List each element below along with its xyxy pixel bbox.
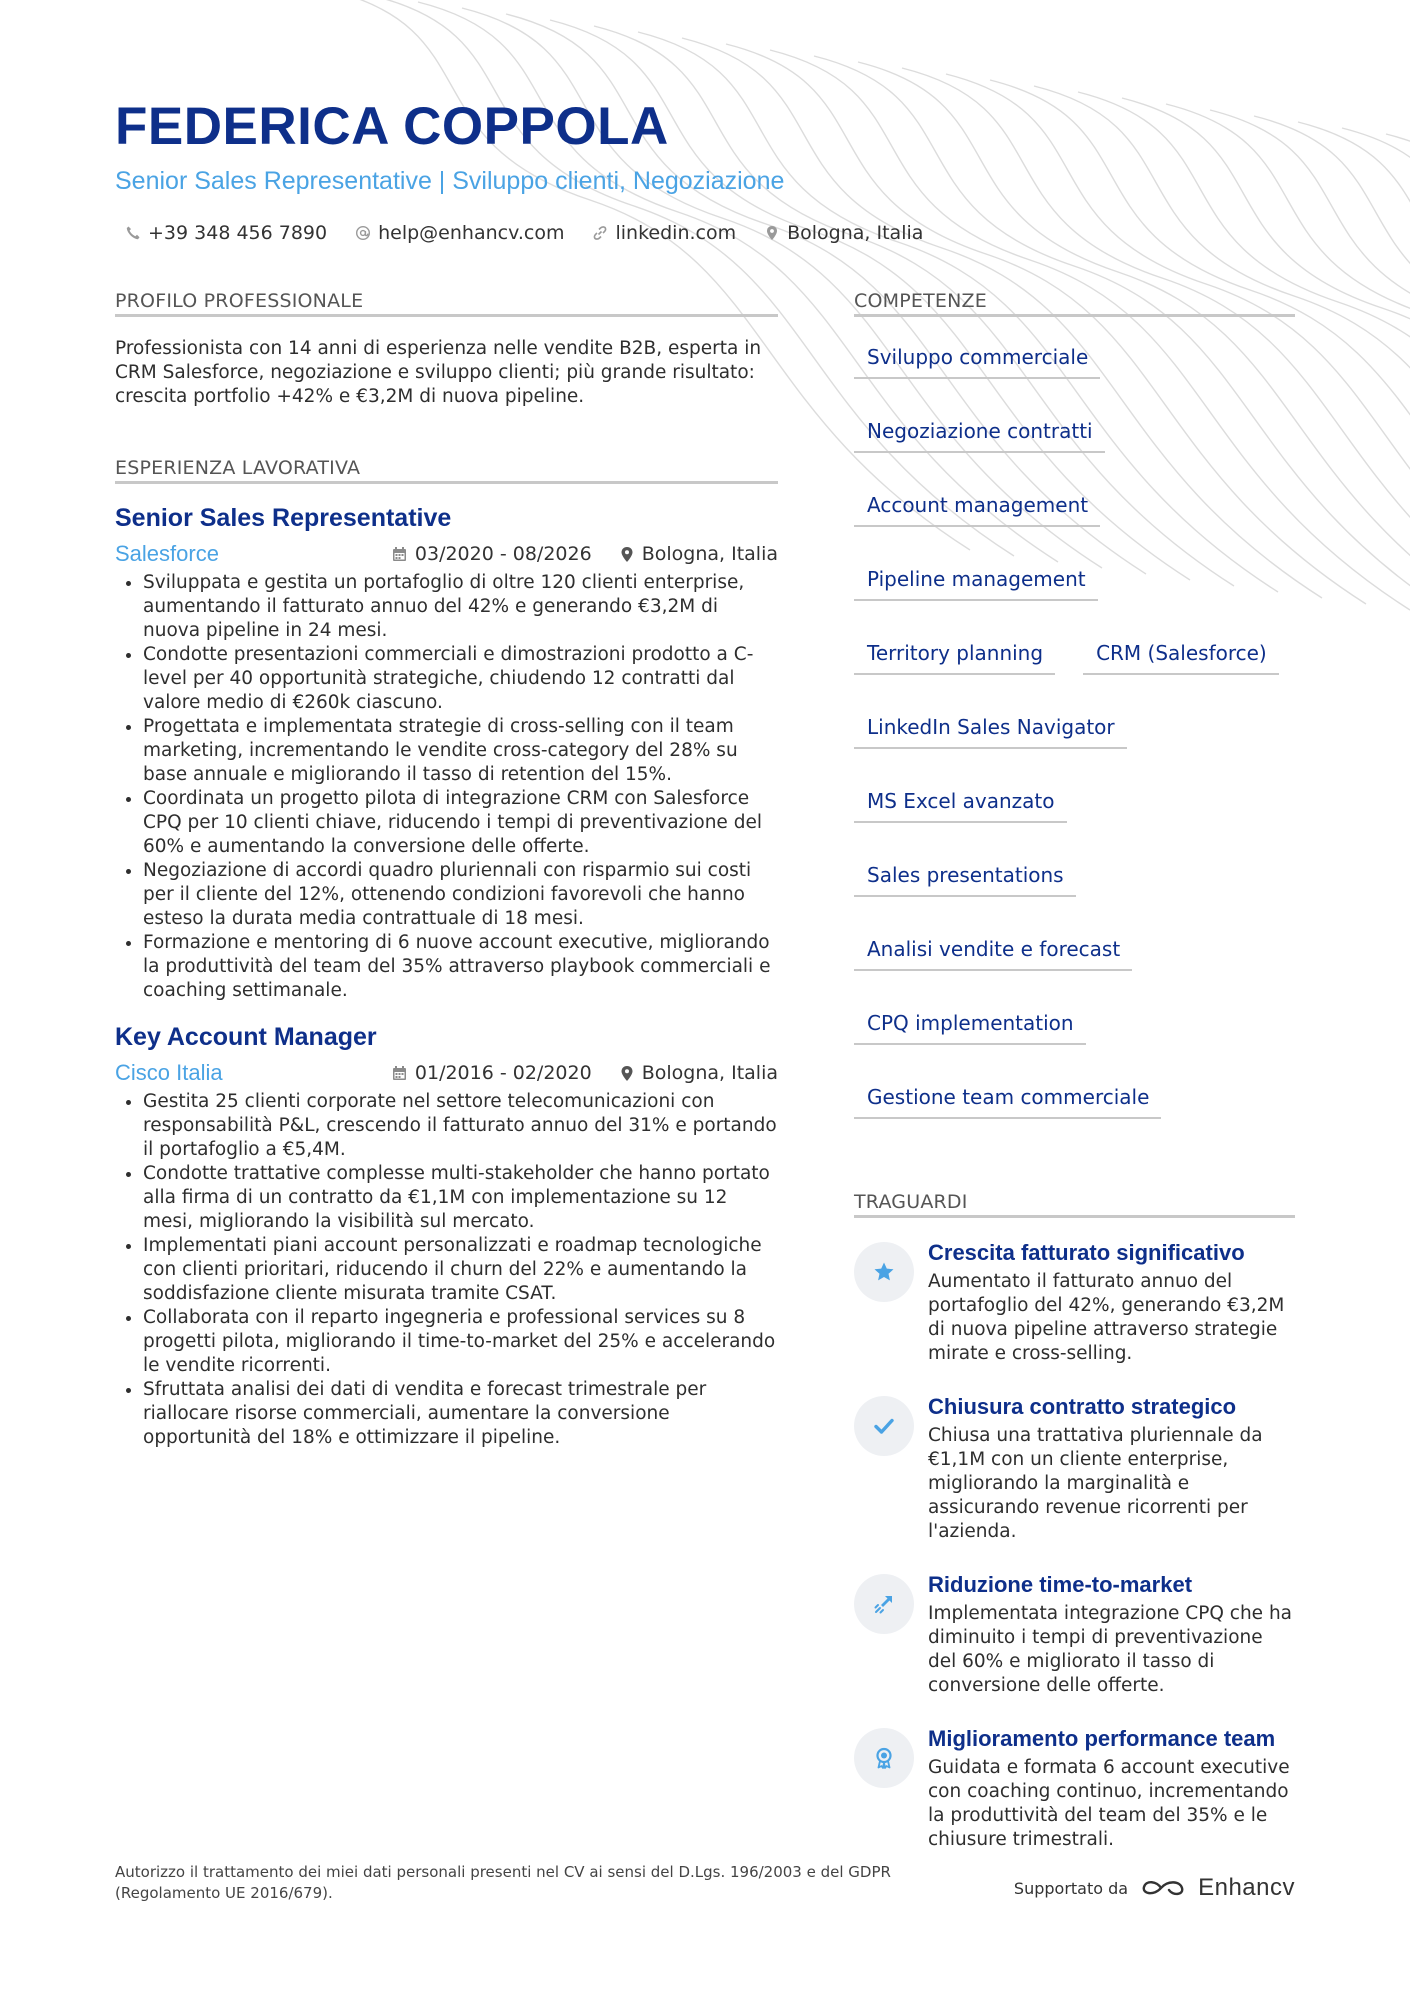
job-bullet: • Condotte trattative complesse multi-stakeholder che hanno portato alla firma di un contratto da €1,1M con implementazione su 12 mesi, migliorando la visibilità sul mercato.	[143, 1162, 778, 1234]
skill-tag: LinkedIn Sales Navigator	[854, 707, 1127, 749]
achievement-text: Aumentato il fatturato annuo del portafoglio del 42%, generando €3,2M di nuova pipeline attraverso strategie mirate e cross-selling.	[928, 1271, 1285, 1364]
powered-by[interactable]	[1014, 1874, 1295, 1902]
job-location	[620, 1062, 778, 1084]
job-title: Key Account Manager	[115, 1023, 377, 1051]
skill-tag: Territory planning	[854, 633, 1055, 675]
job-meta	[115, 1060, 778, 1086]
check-icon	[854, 1396, 914, 1456]
achievement-text: Guidata e formata 6 account executive con coaching continuo, incrementando la produttività del team del 35% e le chiusure trimestrali.	[928, 1757, 1290, 1850]
powered-by-label: Supportato da	[1013, 1878, 1129, 1898]
achievement-text: Implementata integrazione CPQ che ha diminuito i tempi di preventivazione del 60% e migliorato il tasso di conversione delle offerte.	[928, 1603, 1293, 1696]
job-bullet: • Sviluppata e gestita un portafoglio di oltre 120 clienti enterprise, aumentando il fatturato annuo del 42% e generando €3,2M di nuova pipeline in 24 mesi.	[143, 571, 778, 643]
achievements-section	[854, 1191, 1295, 1852]
skill-tag: Negoziazione contratti	[854, 411, 1105, 453]
job-meta	[115, 541, 778, 567]
job-bullets	[115, 1090, 778, 1450]
linkedin-text: linkedin.com	[615, 222, 737, 244]
achievement-title: Riduzione time-to-market	[928, 1572, 1193, 1597]
award-icon	[854, 1728, 914, 1788]
achievement-text: Chiusa una trattativa pluriennale da €1,1M con un cliente enterprise, migliorando la marginalità e assicurando revenue ricorrenti per l'azienda.	[928, 1425, 1263, 1542]
enhancv-brand: Enhancv	[1198, 1874, 1295, 1901]
candidate-name: FEDERICA COPPOLA	[115, 97, 669, 156]
job-bullets	[115, 571, 778, 1003]
email-text: help@enhancv.com	[378, 222, 565, 244]
map-pin-icon	[620, 546, 634, 563]
job-bullet: • Condotte presentazioni commerciali e dimostrazioni prodotto a C-level per 40 opportunità strategiche, chiudendo 12 contratti dal valore medio di €260k ciascuno.	[143, 643, 778, 715]
contact-linkedin[interactable]	[592, 222, 736, 244]
job-dates-text: 01/2016 - 02/2020	[414, 1062, 592, 1084]
skill-tag: CPQ implementation	[854, 1003, 1086, 1045]
contact-phone[interactable]	[125, 222, 327, 244]
job-bullet: • Formazione e mentoring di 6 nuove account executive, migliorando la produttività del team del 35% attraverso playbook commerciali e coaching settimanale.	[143, 931, 778, 1003]
right-column	[854, 290, 1295, 1852]
job-title: Senior Sales Representative	[115, 504, 452, 532]
location-text: Bologna, Italia	[787, 222, 924, 244]
calendar-icon	[392, 546, 407, 562]
job-bullet: • Collaborata con il reparto ingegneria e professional services su 8 progetti pilota, migliorando il time-to-market del 25% e accelerando le vendite ricorrenti.	[143, 1306, 778, 1378]
job-location-text: Bologna, Italia	[641, 1062, 778, 1084]
profile-section	[115, 290, 778, 409]
job-location	[620, 543, 778, 565]
achievement-item	[854, 1240, 1295, 1366]
at-icon	[355, 225, 371, 241]
star-icon	[854, 1242, 914, 1302]
job-entry	[115, 1023, 778, 1450]
skill-tag: CRM (Salesforce)	[1083, 633, 1279, 675]
resume-page	[115, 97, 1295, 1852]
company-name: Cisco Italia	[115, 1060, 223, 1085]
contact-location	[764, 222, 923, 244]
job-bullet: • Progettata e implementata strategie di cross-selling con il team marketing, incrementando le vendite cross-category del 28% su base annuale e migliorando il tasso di retention del 15%.	[143, 715, 778, 787]
privacy-consent: Autorizzo il trattamento dei miei dati personali presenti nel CV ai sensi del D.Lgs. 196/2003 e del GDPR (Regolamento UE 2016/679).	[115, 1863, 891, 1902]
job-bullet: • Implementati piani account personalizzati e roadmap tecnologiche con clienti prioritari, riducendo il churn del 22% e aumentando la soddisfazione cliente misurata tramite CSAT.	[143, 1234, 778, 1306]
wave-line	[1386, 134, 1410, 694]
achievement-title: Chiusura contratto strategico	[928, 1394, 1237, 1419]
achievements-heading: TRAGUARDI	[854, 1191, 1295, 1218]
skills-heading: COMPETENZE	[854, 290, 1295, 317]
skills-section	[854, 290, 1295, 1119]
skill-tag: Pipeline management	[854, 559, 1098, 601]
achievement-body	[928, 1726, 1295, 1852]
map-pin-icon	[620, 1065, 634, 1082]
map-pin-icon	[764, 225, 780, 241]
achievement-body	[928, 1572, 1295, 1698]
skill-tag: MS Excel avanzato	[854, 781, 1067, 823]
enhancv-logo-icon	[1140, 1876, 1186, 1900]
job-bullet: • Negoziazione di accordi quadro pluriennali con risparmio sui costi per il cliente del 12%, ottenendo condizioni favorevoli che hanno esteso la durata media contrattuale di 18 mesi.	[143, 859, 778, 931]
achievement-title: Miglioramento performance team	[928, 1726, 1276, 1751]
achievement-item	[854, 1394, 1295, 1544]
job-dates-text: 03/2020 - 08/2026	[414, 543, 592, 565]
wave-line	[1342, 128, 1410, 688]
achievement-title: Crescita fatturato significativo	[928, 1240, 1245, 1265]
page-footer	[115, 1862, 1295, 1904]
contact-email[interactable]	[355, 222, 564, 244]
job-entry	[115, 504, 778, 1003]
contact-bar	[115, 222, 1295, 244]
rocket-icon	[854, 1574, 914, 1634]
company-name: Salesforce	[115, 541, 219, 566]
experience-section	[115, 457, 778, 1450]
skill-tag: Analisi vendite e forecast	[854, 929, 1132, 971]
profile-heading: PROFILO PROFESSIONALE	[115, 290, 778, 317]
link-icon	[592, 225, 608, 241]
candidate-subtitle: Senior Sales Representative | Sviluppo clienti, Negoziazione	[115, 167, 785, 195]
job-dates	[392, 543, 592, 565]
job-meta-right	[392, 1062, 778, 1084]
resume-columns	[115, 290, 1295, 1852]
skill-tag: Sales presentations	[854, 855, 1076, 897]
skill-tag: Sviluppo commerciale	[854, 337, 1100, 379]
skill-tag: Gestione team commerciale	[854, 1077, 1161, 1119]
experience-heading: ESPERIENZA LAVORATIVA	[115, 457, 778, 484]
wave-line	[1298, 122, 1410, 682]
achievement-item	[854, 1572, 1295, 1698]
job-dates	[392, 1062, 592, 1084]
left-column	[115, 290, 778, 1852]
profile-summary: Professionista con 14 anni di esperienza nelle vendite B2B, esperta in CRM Salesforce, negoziazione e sviluppo clienti; più grande risultato: crescita portfolio +42% e €3,2M di nuova pipeline.	[115, 338, 762, 407]
job-bullet: • Sfruttata analisi dei dati di vendita e forecast trimestrale per riallocare risorse commerciali, aumentare la conversione opportunità del 18% e ottimizzare il pipeline.	[143, 1378, 778, 1450]
skills-list	[854, 337, 1295, 1119]
job-bullet: • Coordinata un progetto pilota di integrazione CRM con Salesforce CPQ per 10 clienti chiave, riducendo i tempi di preventivazione del 60% e aumentando la conversione delle offerte.	[143, 787, 778, 859]
achievement-item	[854, 1726, 1295, 1852]
phone-icon	[125, 225, 141, 241]
calendar-icon	[392, 1065, 407, 1081]
achievement-body	[928, 1394, 1295, 1544]
skill-tag: Account management	[854, 485, 1100, 527]
job-meta-right	[392, 543, 778, 565]
phone-text: +39 348 456 7890	[148, 222, 328, 244]
job-location-text: Bologna, Italia	[641, 543, 778, 565]
job-bullet: • Gestita 25 clienti corporate nel settore telecomunicazioni con responsabilità P&L, crescendo il fatturato annuo del 31% e portando il portafoglio a €5,4M.	[143, 1090, 778, 1162]
achievement-body	[928, 1240, 1295, 1366]
